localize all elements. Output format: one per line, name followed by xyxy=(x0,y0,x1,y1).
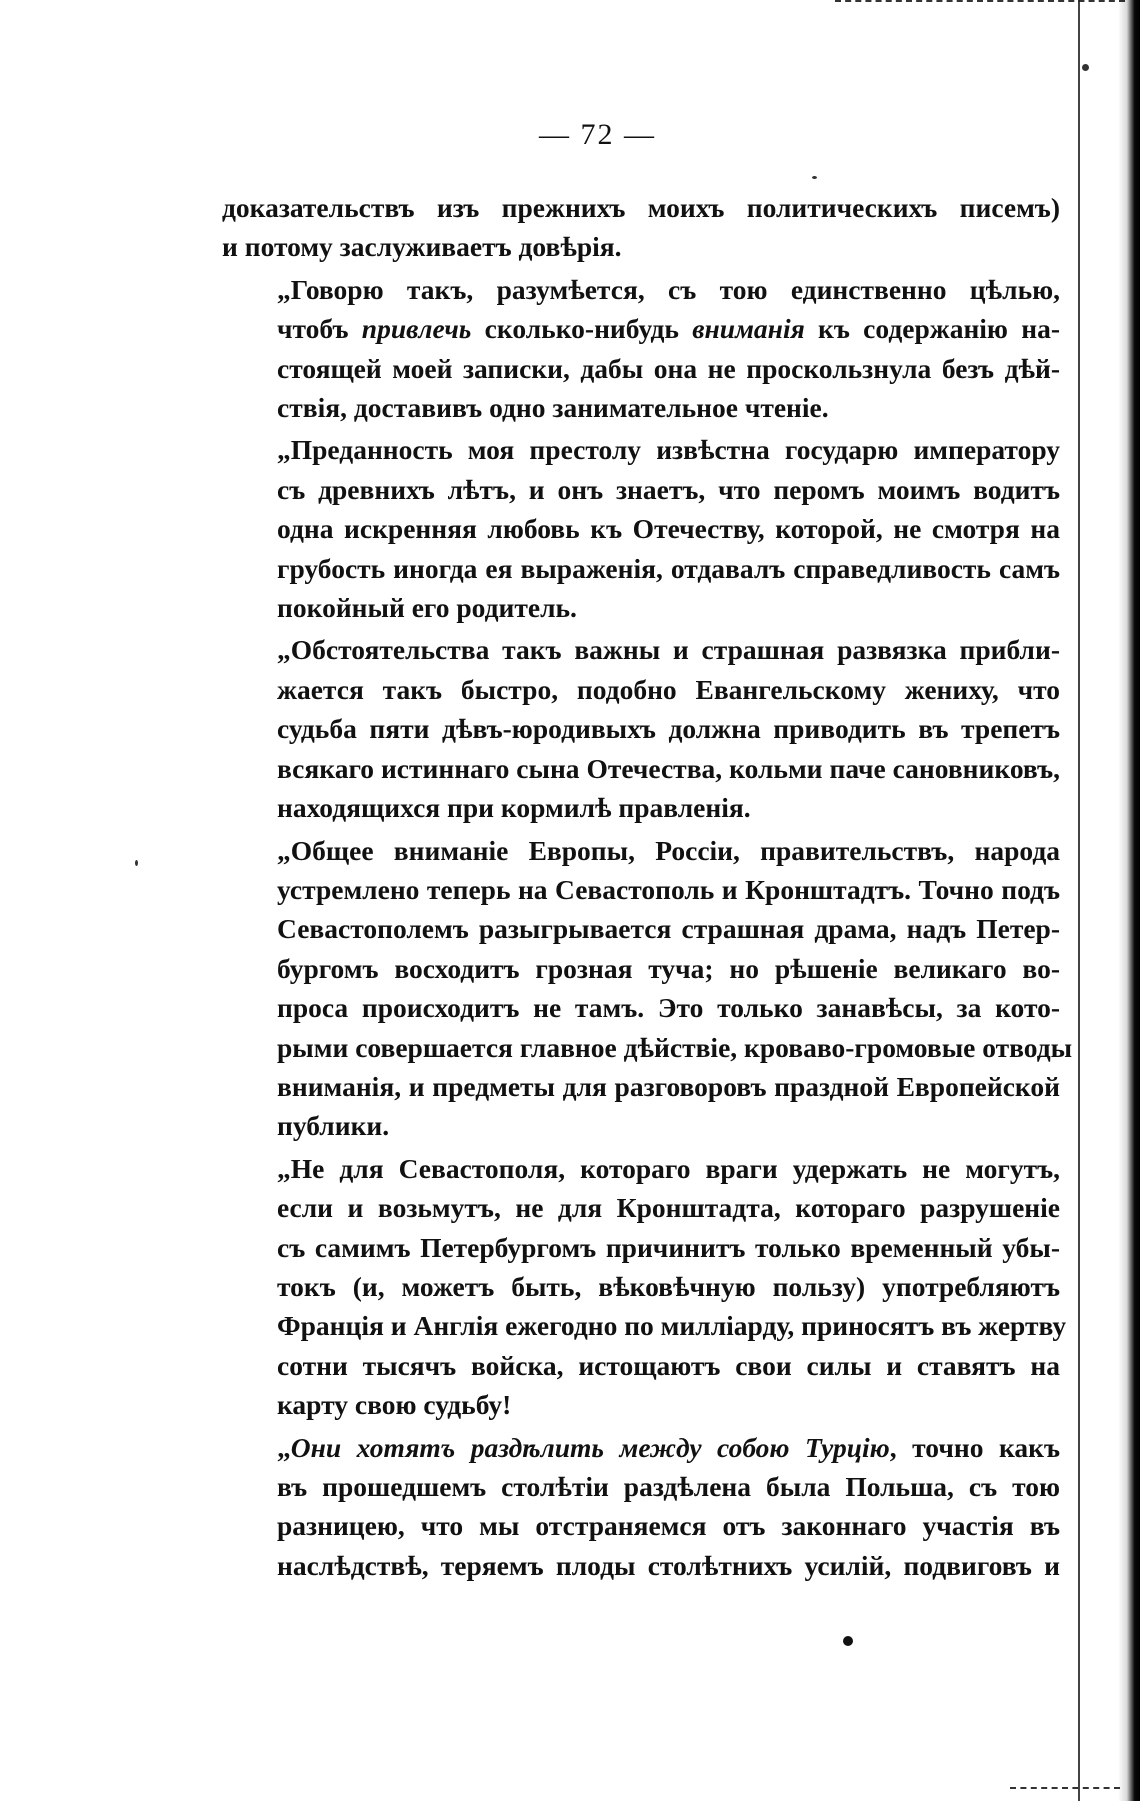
text-line: разницею, что мы отстраняемся отъ законнаго участія въ xyxy=(277,1510,1060,1542)
text-line: всякаго истиннаго сына Отечества, кольми паче сановниковъ, xyxy=(277,752,1060,784)
text-line: карту свою судьбу! xyxy=(277,1389,512,1421)
text-line: устремлено теперь на Севастополь и Кронштадтъ. Точно подъ xyxy=(277,873,1060,905)
scan-bottom-edge xyxy=(1010,1787,1120,1793)
text-line: съ самимъ Петербургомъ причинитъ только временный убы- xyxy=(277,1231,1060,1263)
paragraph-1 xyxy=(222,188,1060,267)
text-line: токъ (и, можетъ быть, вѣковѣчную пользу) употребляютъ xyxy=(277,1270,1060,1302)
page-number xyxy=(0,118,1140,152)
text-line-with-emphasis xyxy=(222,1428,1060,1467)
scan-right-edge-line xyxy=(1078,0,1080,1801)
paragraph-4 xyxy=(222,630,1060,827)
text-line: находящихся при кормилѣ правленія. xyxy=(277,792,751,824)
text-line: судьба пяти дѣвъ-юродивыхъ должна приводить въ трепетъ xyxy=(277,713,1060,745)
text-line: доказательствъ изъ прежнихъ моихъ политическихъ писемъ) xyxy=(222,192,1060,223)
text-line: въ прошедшемъ столѣтіи раздѣлена была Польша, съ тою xyxy=(277,1471,1060,1502)
emphasis-word: вниманія xyxy=(692,313,805,345)
page-number-text: — 72 — xyxy=(539,118,656,151)
text-line: наслѣдствѣ, теряемъ плоды столѣтнихъ усилій, подвиговъ и xyxy=(277,1549,1060,1581)
text-line: Франція и Англія ежегодно по милліарду, приносятъ въ жертву xyxy=(277,1310,1067,1342)
text-line-with-emphasis xyxy=(222,309,1060,348)
text-line: покойный его родитель. xyxy=(277,592,577,624)
text-fragment: , точно какъ xyxy=(889,1431,1061,1463)
text-line: проса происходитъ не тамъ. Это только занавѣсы, за кото- xyxy=(277,992,1060,1024)
ink-speck xyxy=(135,860,138,866)
paragraph-6 xyxy=(222,1149,1067,1425)
emphasis-word: привлечь xyxy=(361,313,472,345)
text-line: съ древнихъ лѣтъ, и онъ знаетъ, что перомъ моимъ водитъ xyxy=(277,473,1060,505)
text-fragment: „ xyxy=(277,1431,291,1463)
paragraph-7 xyxy=(222,1428,1060,1586)
text-line: и потому заслуживаетъ довѣрія. xyxy=(222,231,622,263)
scan-top-edge xyxy=(835,0,1125,8)
paragraph-5 xyxy=(222,831,1073,1146)
text-line: вниманія, и предметы для разговоровъ праздной Европейской xyxy=(277,1070,1060,1102)
text-line: „Общее вниманіе Европы, Россіи, правительствъ, народа xyxy=(277,834,1060,866)
paragraph-2 xyxy=(222,270,1060,428)
paragraph-3 xyxy=(222,430,1060,627)
text-fragment: сколько-нибудь xyxy=(471,313,693,345)
ink-speck xyxy=(1082,64,1089,71)
text-line: „Преданность моя престолу извѣстна государю императору xyxy=(277,434,1060,466)
text-line: публики. xyxy=(277,1110,390,1142)
text-line: „Не для Севастополя, котораго враги удержать не могутъ, xyxy=(277,1152,1060,1184)
text-line: рыми совершается главное дѣйствіе, кроваво-громовые отводы xyxy=(277,1031,1073,1063)
text-line: жается такъ быстро, подобно Евангельскому жениху, что xyxy=(277,673,1060,705)
text-line: стоящей моей записки, дабы она не проскользнула безъ дѣй- xyxy=(277,352,1060,384)
body-text xyxy=(222,188,1073,1588)
text-line: одна искренняя любовь къ Отечеству, которой, не смотря на xyxy=(277,513,1060,545)
text-line: „Говорю такъ, разумѣется, съ тою единственно цѣлью, xyxy=(277,273,1060,305)
text-line: бургомъ восходитъ грозная туча; но рѣшеніе великаго во- xyxy=(277,952,1060,984)
text-line: если и возьмутъ, не для Кронштадта, котораго разрушеніе xyxy=(277,1192,1060,1224)
text-line: „Обстоятельства такъ важны и страшная развязка прибли- xyxy=(277,634,1060,666)
scan-right-edge-shadow xyxy=(1118,0,1140,1801)
emphasis-phrase: Они хотятъ раздѣлить между собою Турцію xyxy=(290,1431,890,1463)
text-fragment: чтобъ xyxy=(277,313,362,345)
text-fragment: къ содержанію на- xyxy=(804,313,1060,345)
ink-speck xyxy=(812,176,817,179)
text-line: ствія, доставивъ одно занимательное чтеніе. xyxy=(277,392,829,424)
text-line: Севастополемъ разыгрывается страшная драма, надъ Петер- xyxy=(277,913,1060,945)
text-line: сотни тысячъ войска, истощаютъ свои силы и ставятъ на xyxy=(277,1349,1060,1381)
text-line: грубость иногда ея выраженія, отдавалъ справедливость самъ xyxy=(277,552,1060,584)
ink-dot xyxy=(843,1636,853,1646)
